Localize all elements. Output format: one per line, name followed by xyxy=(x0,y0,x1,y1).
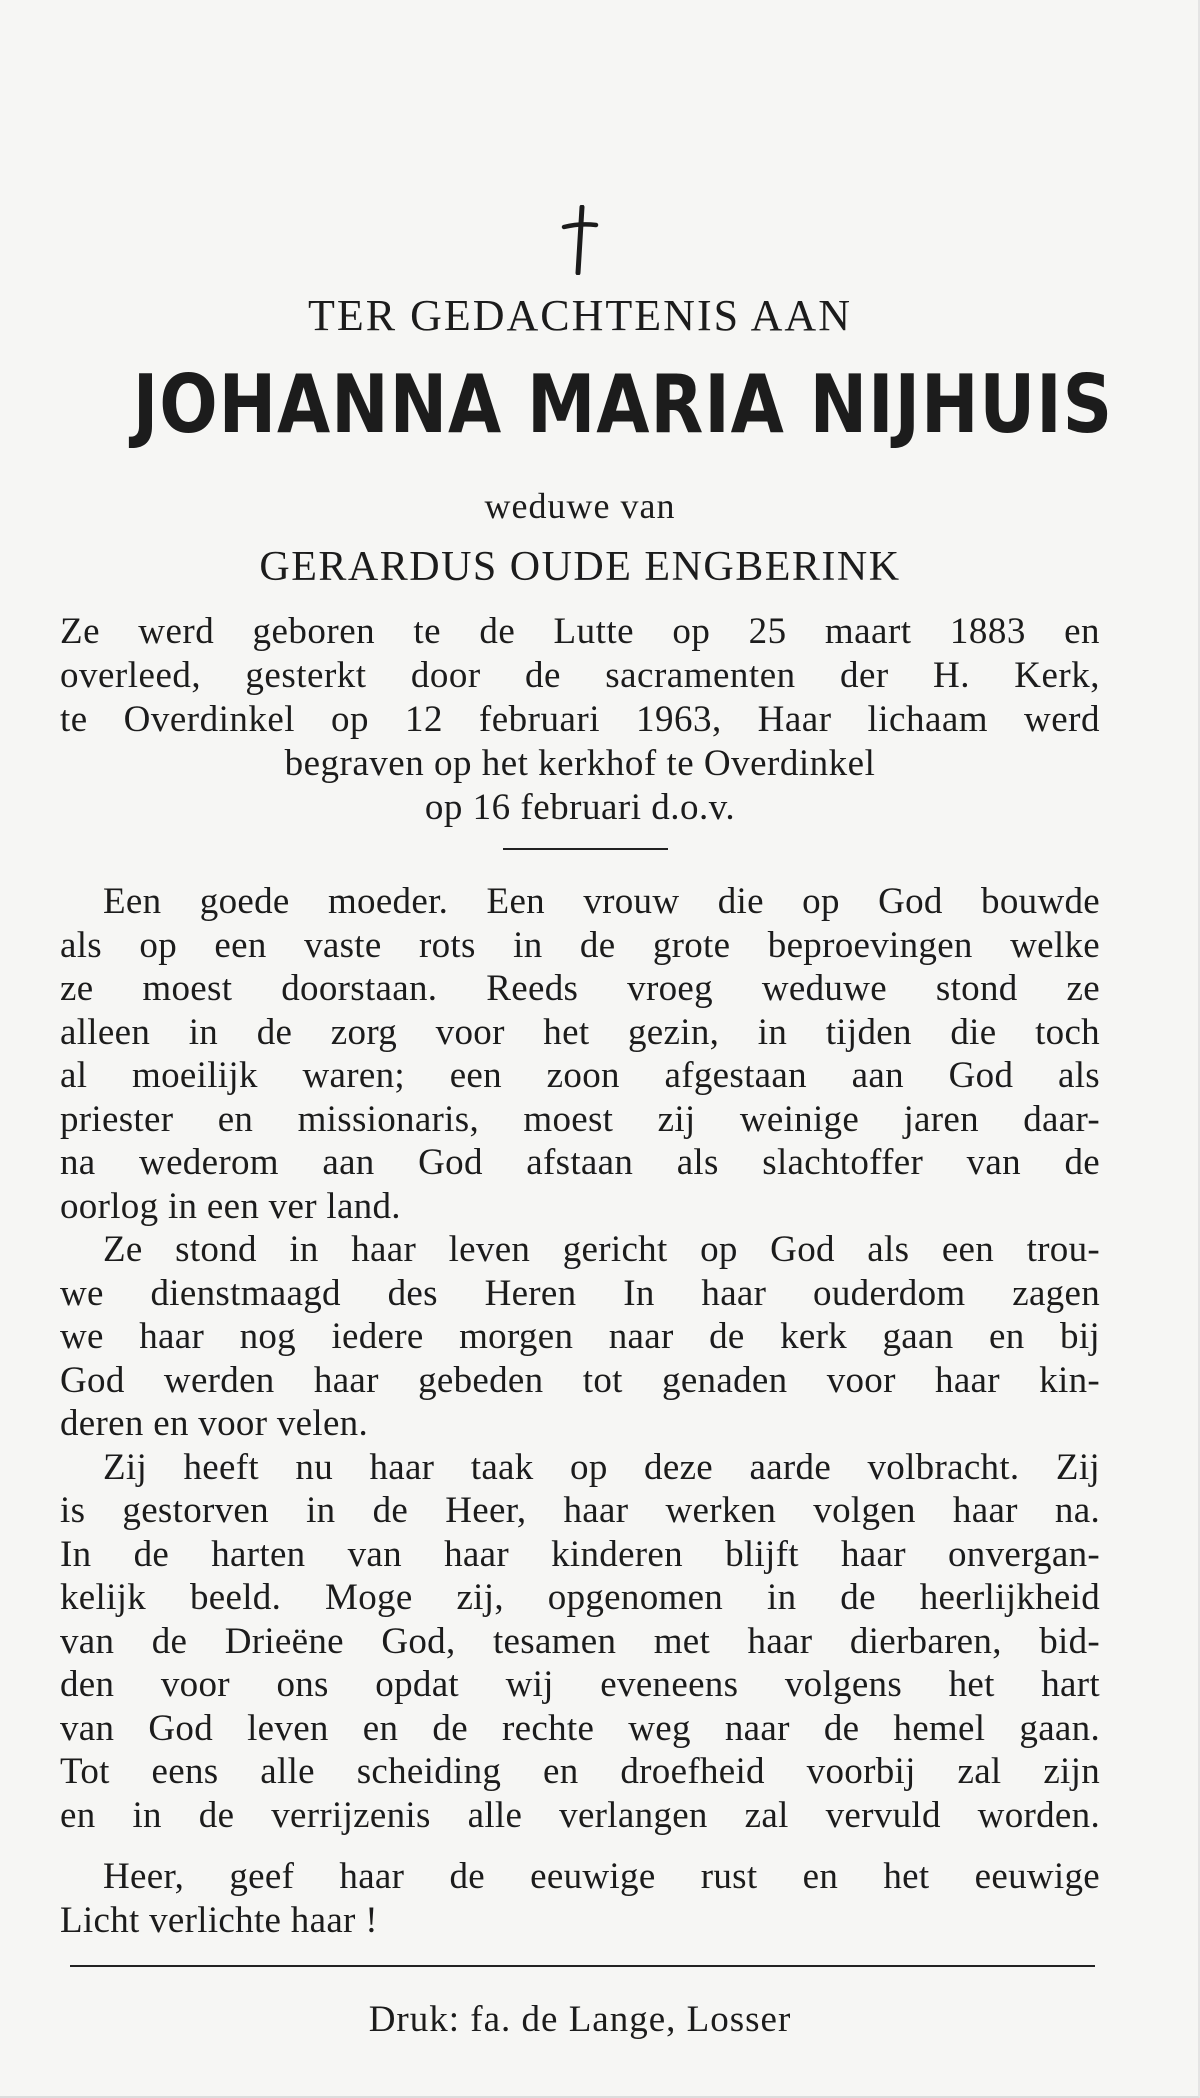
prayer-line: Heer, geef haar de eeuwige rust en het eeuwige xyxy=(103,1856,1100,1897)
tribute-line: Tot eens alle scheiding en droefheid voorbij zal zijn xyxy=(60,1751,1100,1792)
memorial-heading: TER GEDACHTENIS AAN xyxy=(308,291,852,340)
tribute-line: den voor ons opdat wij eveneens volgens het hart xyxy=(60,1664,1100,1705)
biography xyxy=(60,610,1100,830)
tribute-line: Een goede moeder. Een vrouw die op God bouwde xyxy=(103,881,1100,922)
tribute-line: en in de verrijzenis alle verlangen zal vervuld worden. xyxy=(60,1794,1100,1836)
tribute-line: deren en voor velen. xyxy=(60,1403,369,1444)
tribute-line: als op een vaste rots in de grote beproevingen welke xyxy=(60,924,1100,966)
tribute-line: al moeilijk waren; een zoon afgestaan aan God als xyxy=(60,1055,1100,1096)
tribute-line: oorlog in een ver land. xyxy=(60,1185,401,1227)
paragraph-gap xyxy=(60,1837,1100,1855)
tribute-line: van God leven en de rechte weg naar de hemel gaan. xyxy=(60,1707,1100,1749)
biography-line: te Overdinkel op 12 februari 1963, Haar lichaam werd xyxy=(60,699,1100,740)
printer-credit: Druk: fa. de Lange, Losser xyxy=(368,1999,792,2040)
tribute-line: ze moest doorstaan. Reeds vroeg weduwe stond ze xyxy=(60,968,1100,1009)
tribute-line: In de harten van haar kinderen blijft haar onvergan- xyxy=(60,1533,1100,1575)
tribute-line: we dienstmaagd des Heren In haar ouderdom zagen xyxy=(60,1272,1100,1314)
tribute-line: Zij heeft nu haar taak op deze aarde volbracht. Zij xyxy=(103,1446,1100,1488)
biography-line: overleed, gesterkt door de sacramenten der H. Kerk, xyxy=(60,655,1100,696)
tribute-line: alleen in de zorg voor het gezin, in tijden die toch xyxy=(60,1011,1100,1053)
short-divider xyxy=(503,848,668,850)
tribute-line: na wederom aan God afstaan als slachtoffer van de xyxy=(60,1142,1100,1183)
latin-cross-icon xyxy=(558,205,602,275)
long-divider xyxy=(70,1965,1095,1967)
biography-line: begraven op het kerkhof te Overdinkel xyxy=(284,743,876,784)
deceased-name: JOHANNA MARIA NIJHUIS xyxy=(132,358,1113,451)
biography-line: op 16 februari d.o.v. xyxy=(424,787,736,828)
tribute-line: kelijk beeld. Moge zij, opgenomen in de heerlijkheid xyxy=(60,1577,1100,1618)
tribute-line: is gestorven in de Heer, haar werken volgen haar na. xyxy=(60,1490,1100,1531)
tribute-line: we haar nog iedere morgen naar de kerk gaan en bij xyxy=(60,1316,1100,1357)
tribute-text xyxy=(60,880,1100,1942)
tribute-line: God werden haar gebeden tot genaden voor haar kin- xyxy=(60,1359,1100,1401)
tribute-line: Ze stond in haar leven gericht op God als een trou- xyxy=(103,1229,1100,1270)
tribute-line: van de Drieëne God, tesamen met haar dierbaren, bid- xyxy=(60,1620,1100,1662)
prayer-line: Licht verlichte haar ! xyxy=(60,1899,378,1941)
tribute-line: priester en missionaris, moest zij weinige jaren daar- xyxy=(60,1098,1100,1140)
spouse-name: GERARDUS OUDE ENGBERINK xyxy=(259,544,901,590)
biography-line: Ze werd geboren te de Lutte op 25 maart 1883 en xyxy=(60,611,1100,652)
widow-of-label: weduwe van xyxy=(484,486,676,526)
